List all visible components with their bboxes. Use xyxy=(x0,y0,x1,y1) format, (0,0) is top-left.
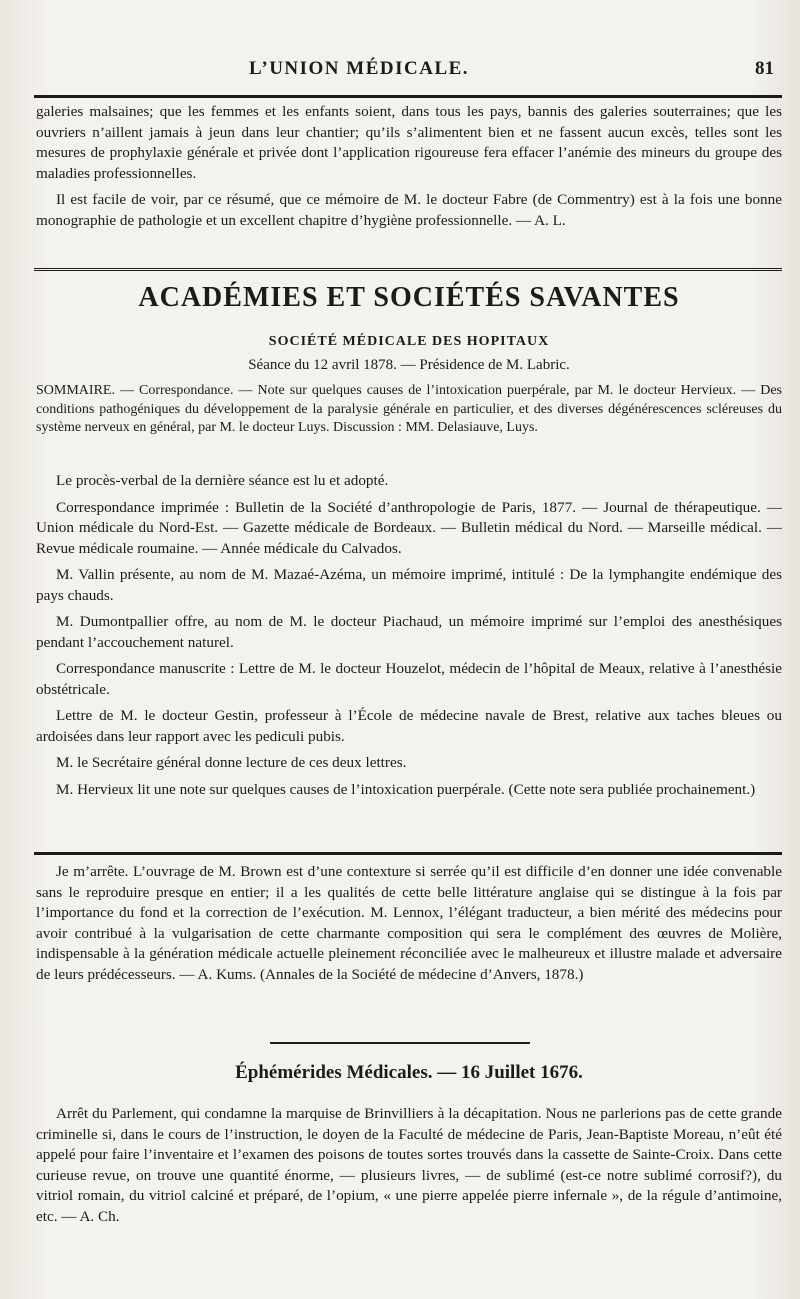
gestin-paragraph: Lettre de M. le docteur Gestin, professeur à l’École de médecine navale de Brest, relative aux taches bleues ou ardoisées dans leur rapport avec les pediculi pubis. xyxy=(36,707,782,745)
sommaire-text: SOMMAIRE. — Correspondance. — Note sur quelques causes de l’intoxication puerpérale, par M. le docteur Hervieux. — Des conditions pathogéniques du développement de la paralysie générale en particulier, et des diverses dégénérescences scléreuses du système nerveux en général, par M. le docteur Luys. Discussion : MM. Delasiauve, Luys. xyxy=(36,383,782,435)
intro-section xyxy=(36,102,782,237)
page-header xyxy=(30,52,774,86)
hervieux-paragraph: M. Hervieux lit une note sur quelques causes de l’intoxication puerpérale. (Cette note sera publiée prochainement.) xyxy=(56,780,756,798)
dumontpallier-paragraph: M. Dumontpallier offre, au nom de M. le docteur Piachaud, un mémoire imprimé sur l’emploi des anesthésiques pendant l’accouchement naturel. xyxy=(36,613,782,651)
session-minutes xyxy=(36,471,782,806)
intro-paragraph-2: Il est facile de voir, par ce résumé, que ce mémoire de M. le docteur Fabre (de Commentry) est à la fois une bonne monographie de pathologie et un excellent chapitre d’hygiène professionnelle. — A. L. xyxy=(36,191,782,229)
academies-heading: ACADÉMIES ET SOCIÉTÉS SAVANTES xyxy=(138,282,680,313)
brown-paragraph: Je m’arrête. L’ouvrage de M. Brown est d’une contexture si serrée qu’il est difficile d’en donner une idée convenable sans le reproduire presque en entier; il a les qualités de cette belle littérature anglaise qui se distingue à la fois par l’importance du fond et la correction de l’exécution. M. Lennox, l’élégant traducteur, a bien mérité des médecins pour avoir contribué à la vulgarisation de cette charmante composition qui sera le complément des œuvres de Molière, indispensable à la génération médicale actuelle pleinement réconciliée avec le malheureux et illustre malade et adversaire de leurs prédécesseurs. — A. Kums. (Annales de la Société de médecine d’Anvers, 1878.) xyxy=(36,863,782,983)
running-head: L’UNION MÉDICALE. xyxy=(248,58,470,79)
ephemerides-section xyxy=(36,1104,782,1233)
brown-rule xyxy=(34,852,782,855)
ephemerides-text: Arrêt du Parlement, qui condamne la marquise de Brinvilliers à la décapitation. Nous ne parlerions pas de cette grande criminelle si, dans le cours de l’instruction, le doyen de la Faculté de médecine de Paris, Jean-Baptiste Moreau, n’eût été appelé pour faire l’inventaire et l’examen des poisons de toutes sortes trouvés dans la cassette de Sainte-Croix. Dans cette curieuse revue, on trouve une quantité énorme, — plusieurs livres, — de sublimé (est-ce notre sublimé corrosif?), du vitriol romain, du vitriol calciné et préparé, de l’opium, « une pierre appelée pierre infernale », de la régule d’antimoine, etc. — A. Ch. xyxy=(36,1105,782,1225)
secretary-paragraph: M. le Secrétaire général donne lecture de ces deux lettres. xyxy=(56,754,407,771)
ephemerides-title: Éphémérides Médicales. — 16 Juillet 1676. xyxy=(235,1062,583,1083)
short-rule xyxy=(270,1042,530,1044)
society-heading: SOCIÉTÉ MÉDICALE DES HOPITAUX xyxy=(268,334,550,349)
manuscript-correspondence: Correspondance manuscrite : Lettre de M. le docteur Houzelot, médecin de l’hôpital de Meaux, relative à l’anesthésie obstétricale. xyxy=(36,660,782,698)
minutes-paragraph: Le procès-verbal de la dernière séance est lu et adopté. xyxy=(56,472,389,489)
sommaire xyxy=(36,382,782,444)
printed-correspondence: Correspondance imprimée : Bulletin de la Société d’anthropologie de Paris, 1877. — Journal de thérapeutique. — Union médicale du Nord-Est. — Gazette médicale de Bordeaux. — Bulletin médical du Nord. — Marseille médical. — Revue médicale roumaine. — Année médicale du Calvados. xyxy=(36,498,782,557)
header-rule xyxy=(34,95,782,98)
page-number: 81 xyxy=(755,58,774,79)
session-line: Séance du 12 avril 1878. — Présidence de M. Labric. xyxy=(248,357,570,373)
vallin-paragraph: M. Vallin présente, au nom de M. Mazaé-Azéma, un mémoire imprimé, intitulé : De la lymphangite endémique des pays chauds. xyxy=(36,566,782,604)
section-rule xyxy=(34,268,782,274)
brown-review xyxy=(36,862,782,991)
intro-paragraph-1: galeries malsaines; que les femmes et les enfants soient, dans tous les pays, bannis des galeries souterraines; que les ouvriers n’aillent jamais à jeun dans leur chantier; qu’ils s’alimentent bien et ne fassent aucun excès, telles sont les mesures de prophylaxie générale et privée dont l’application rigoureuse fera effacer l’anémie des mineurs du groupe des maladies professionnelles. xyxy=(36,103,782,182)
